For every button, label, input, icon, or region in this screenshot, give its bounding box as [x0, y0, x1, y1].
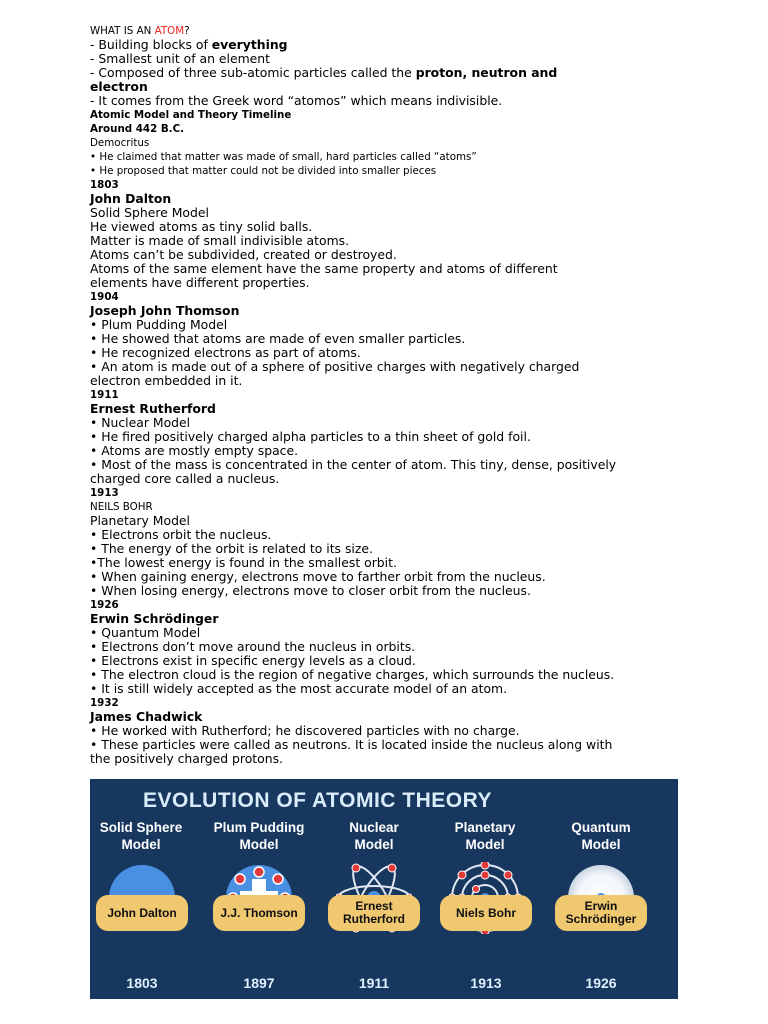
intro-bold: proton, neutron and: [415, 65, 558, 80]
intro-line-3: [90, 66, 690, 80]
scientist-name-line: Ernest: [355, 899, 393, 913]
model-year: 1913: [470, 975, 502, 991]
thomson-line: electron embedded in it.: [90, 373, 243, 388]
democritus-point: • He claimed that matter was made of small, hard particles called “atoms”: [90, 151, 477, 163]
scientist-name: Niels Bohr: [455, 905, 516, 920]
scientist-name: J.J. Thomson: [220, 905, 298, 920]
scientist-pill: [213, 895, 305, 931]
chadwick-year: 1932: [90, 697, 119, 709]
model-name: [90, 819, 196, 853]
model-name: [546, 819, 656, 853]
intro-text: - Building blocks of: [90, 37, 212, 52]
democritus-name: Democritus: [90, 137, 150, 149]
chadwick-line: • He worked with Rutherford; he discovered particles with no charge.: [90, 723, 520, 738]
bohr-line: •The lowest energy is found in the smallest orbit.: [90, 555, 397, 570]
thomson-line: • Plum Pudding Model: [90, 317, 228, 332]
thomson-line: • He showed that atoms are made of even smaller particles.: [90, 331, 466, 346]
model-column-quantum: [546, 819, 656, 853]
intro-bold: everything: [211, 37, 288, 52]
bohr-model: Planetary Model: [90, 513, 191, 528]
model-year: 1926: [585, 975, 617, 991]
rutherford-line: • Nuclear Model: [90, 415, 191, 430]
model-name-line: Model: [581, 837, 621, 852]
schrodinger-line: • Quantum Model: [90, 625, 201, 640]
schrodinger-line: • Electrons exist in specific energy levels as a cloud.: [90, 653, 416, 668]
thomson-line: • He recognized electrons as part of atoms.: [90, 345, 361, 360]
model-name-line: Plum Pudding: [213, 820, 305, 835]
rutherford-line: • Most of the mass is concentrated in the center of atom. This tiny, dense, positively: [90, 457, 617, 472]
scientist-name-line: Erwin: [584, 899, 618, 913]
dalton-line: Atoms can’t be subdivided, created or destroyed.: [90, 247, 397, 262]
dalton-year: 1803: [90, 179, 119, 191]
model-name-line: Quantum: [571, 820, 631, 835]
schrodinger-line: • It is still widely accepted as the most accurate model of an atom.: [90, 681, 508, 696]
dalton-line: Atoms of the same element have the same property and atoms of different: [90, 261, 558, 276]
model-year: 1897: [243, 975, 275, 991]
bohr-line: • When losing energy, electrons move to closer orbit from the nucleus.: [90, 583, 531, 598]
page-heading: [90, 24, 690, 38]
timeline-title: Atomic Model and Theory Timeline: [90, 109, 292, 121]
rutherford-line: charged core called a nucleus.: [90, 471, 280, 486]
scientist-pill: [96, 895, 188, 931]
model-name-line: Planetary: [454, 820, 516, 835]
document-body: [90, 24, 690, 766]
model-name-line: Model: [239, 837, 279, 852]
dalton-line: Matter is made of small indivisible atoms.: [90, 233, 350, 248]
intro-text: - Composed of three sub-atomic particles called the: [90, 65, 416, 80]
chadwick-line: the positively charged protons.: [90, 751, 283, 766]
model-year: 1803: [126, 975, 158, 991]
scientist-name-line: Rutherford: [343, 912, 405, 926]
bohr-line: • When gaining energy, electrons move to farther orbit from the nucleus.: [90, 569, 546, 584]
thomson-name: Joseph John Thomson: [90, 303, 240, 318]
model-column-nuclear: [319, 819, 429, 853]
democritus-point: • He proposed that matter could not be divided into smaller pieces: [90, 165, 437, 177]
dalton-line: elements have different properties.: [90, 275, 310, 290]
scientist-name: John Dalton: [107, 905, 177, 920]
scientist-pill: [440, 895, 532, 931]
infographic-title: EVOLUTION OF ATOMIC THEORY: [143, 789, 492, 812]
model-name-line: Model: [354, 837, 394, 852]
model-name-line: Model: [465, 837, 505, 852]
heading-suffix: ?: [184, 25, 190, 37]
model-name: [319, 819, 429, 853]
model-name: [430, 819, 540, 853]
bohr-name: NEILS BOHR: [90, 501, 153, 513]
schrodinger-name: Erwin Schrödinger: [90, 611, 219, 626]
schrodinger-line: • Electrons don’t move around the nucleus in orbits.: [90, 639, 416, 654]
bohr-line: • Electrons orbit the nucleus.: [90, 527, 272, 542]
democritus-era: Around 442 B.C.: [90, 123, 185, 135]
model-name-line: Model: [121, 837, 161, 852]
dalton-name: John Dalton: [90, 191, 172, 206]
intro-line-3b: electron: [90, 79, 148, 94]
thomson-line: • An atom is made out of a sphere of positive charges with negatively charged: [90, 359, 580, 374]
rutherford-year: 1911: [90, 389, 119, 401]
bohr-line: • The energy of the orbit is related to its size.: [90, 541, 373, 556]
heading-highlight: ATOM: [154, 25, 185, 37]
schrodinger-year: 1926: [90, 599, 119, 611]
model-name: [204, 819, 314, 853]
model-column-solid-sphere: [90, 819, 196, 853]
scientist-pill: [328, 895, 420, 931]
dalton-line: He viewed atoms as tiny solid balls.: [90, 219, 313, 234]
thomson-year: 1904: [90, 291, 119, 303]
chadwick-line: • These particles were called as neutrons. It is located inside the nucleus along with: [90, 737, 613, 752]
bohr-year: 1913: [90, 487, 119, 499]
model-column-planetary: [430, 819, 540, 853]
scientist-pill: [555, 895, 647, 931]
scientist-name: [566, 900, 637, 926]
schrodinger-line: • The electron cloud is the region of negative charges, which surrounds the nucleus.: [90, 667, 615, 682]
intro-line-4: - It comes from the Greek word “atomos” which means indivisible.: [90, 93, 503, 108]
rutherford-name: Ernest Rutherford: [90, 401, 216, 416]
scientist-name: [343, 900, 405, 926]
model-name-line: Solid Sphere: [99, 820, 183, 835]
chadwick-name: James Chadwick: [90, 709, 203, 724]
model-column-plum-pudding: [204, 819, 314, 853]
dalton-model: Solid Sphere Model: [90, 205, 209, 220]
heading-prefix: WHAT IS AN: [90, 25, 155, 37]
rutherford-line: • He fired positively charged alpha particles to a thin sheet of gold foil.: [90, 429, 531, 444]
rutherford-line: • Atoms are mostly empty space.: [90, 443, 299, 458]
model-year: 1911: [358, 975, 390, 991]
intro-line-1: [90, 38, 690, 52]
atomic-theory-infographic: [90, 779, 678, 999]
model-name-line: Nuclear: [349, 820, 399, 835]
intro-line-2: - Smallest unit of an element: [90, 51, 271, 66]
scientist-name-line: Schrödinger: [565, 912, 637, 926]
